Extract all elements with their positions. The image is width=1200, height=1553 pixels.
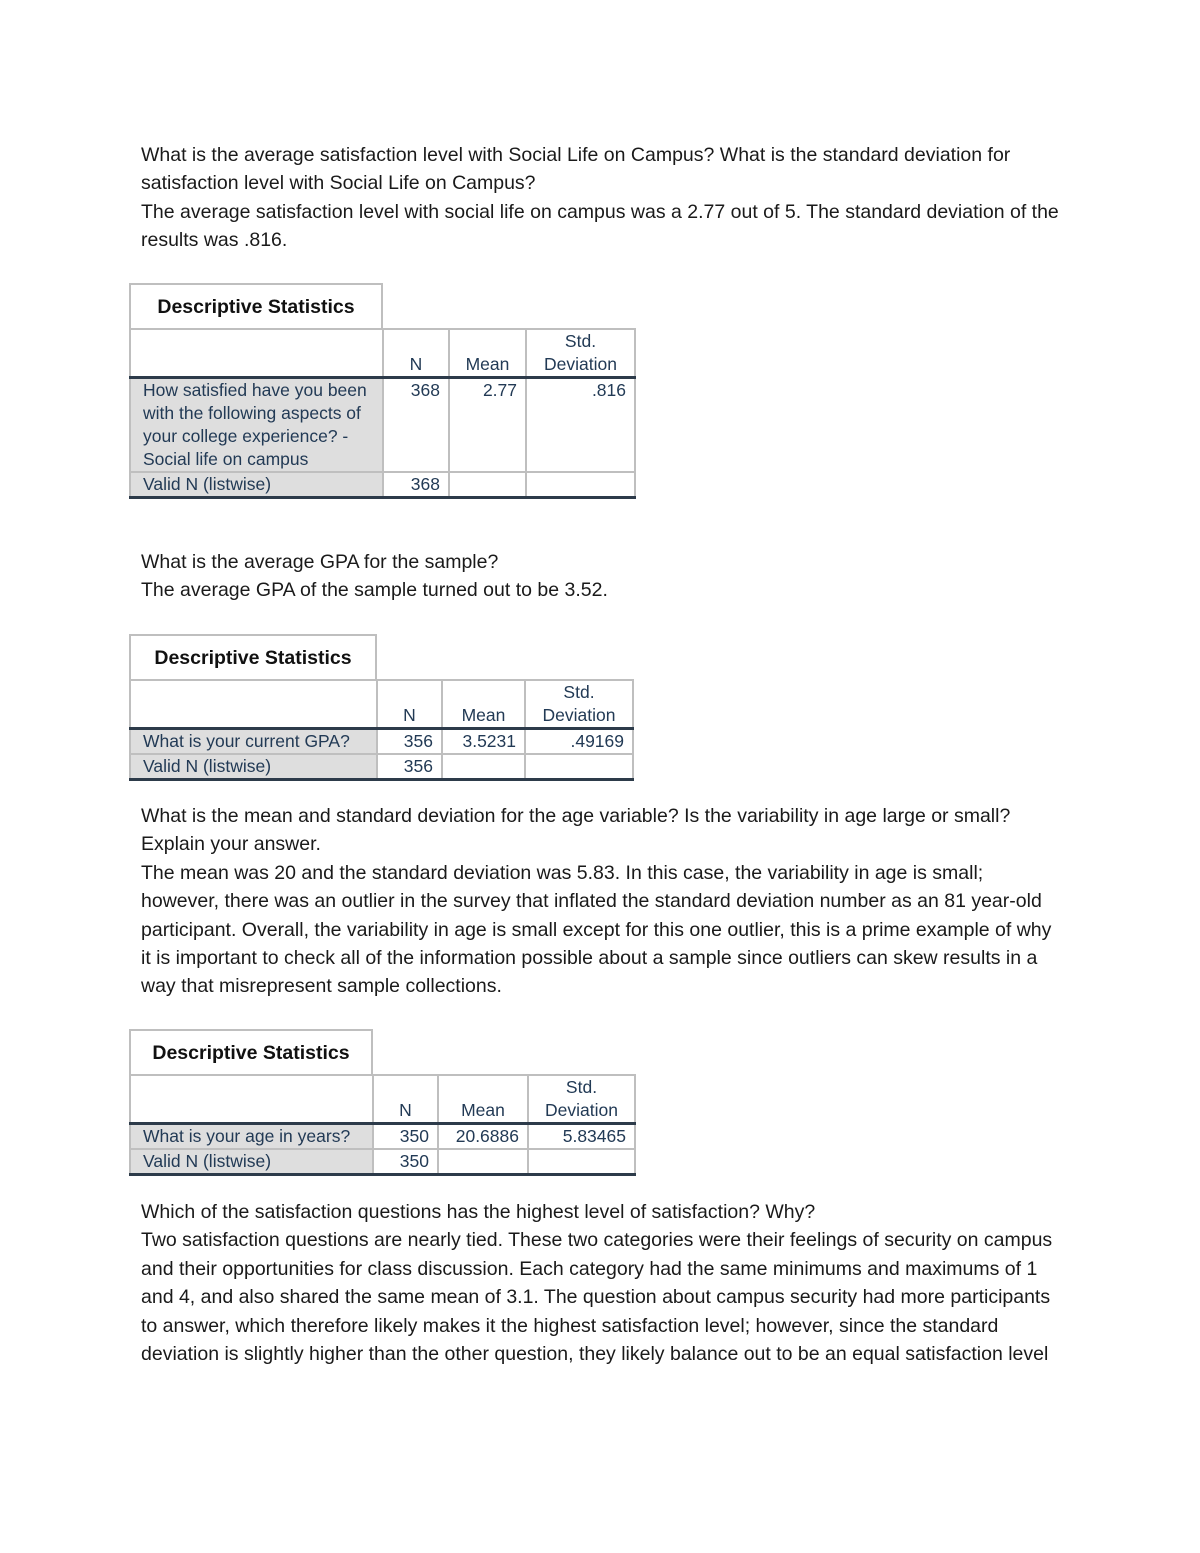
row-label-valid-n: Valid N (listwise) [130, 1149, 373, 1175]
cell-empty [438, 1149, 528, 1175]
table-title: Descriptive Statistics [129, 634, 377, 680]
header-std-deviation: Std. Deviation [525, 680, 633, 729]
question-text: What is the average satisfaction level with Social Life on Campus? What is the standard deviation for satisfaction level with Social Life on Campus? [141, 144, 1011, 195]
cell-n: 368 [383, 378, 449, 473]
cell-std-deviation: .49169 [525, 729, 633, 755]
cell-std-deviation: 5.83465 [528, 1124, 635, 1150]
header-n: N [373, 1075, 438, 1124]
header-n: N [377, 680, 442, 729]
header-mean: Mean [449, 329, 526, 378]
answer-text: Two satisfaction questions are nearly tied. These two categories were their feelings of security on campus and their opportunities for class discussion. Each category had the same minimums and maximums of 1 and 4, and also shared the same mean of 3.1. The question about campus security had more participants to answer, which therefore likely makes it the highest satisfaction level; however, since the standard deviation is slightly higher than the other question, they likely balance out to be an equal satisfaction level [141, 1229, 1053, 1366]
table-title: Descriptive Statistics [129, 283, 383, 329]
cell-empty [525, 754, 633, 780]
cell-valid-n: 356 [377, 754, 442, 780]
answer-text: The mean was 20 and the standard deviation was 5.83. In this case, the variability in age is small; however, there was an outlier in the survey that inflated the standard deviation number as an 81 year-old participant. Overall, the variability in age is small except for this one outlier, this is a prime example of why it is important to check all of the information possible about a sample since outliers can skew results in a way that misrepresent sample collections. [141, 861, 1052, 998]
header-mean: Mean [442, 680, 525, 729]
cell-n: 350 [373, 1124, 438, 1150]
section-age [141, 802, 1066, 1001]
section-gpa [141, 548, 1066, 605]
question-text: What is the average GPA for the sample? [141, 551, 499, 573]
cell-empty [528, 1149, 635, 1175]
descriptive-statistics-table-social-life [129, 283, 634, 493]
header-std-deviation: Std. Deviation [526, 329, 635, 378]
section-social-life [141, 141, 1066, 255]
question-text: Which of the satisfaction questions has the highest level of satisfaction? Why? [141, 1201, 816, 1223]
header-blank [130, 680, 377, 729]
table-title: Descriptive Statistics [129, 1029, 373, 1075]
header-n: N [383, 329, 449, 378]
row-label-valid-n: Valid N (listwise) [130, 754, 377, 780]
cell-std-deviation: .816 [526, 378, 635, 473]
cell-mean: 20.6886 [438, 1124, 528, 1150]
cell-mean: 3.5231 [442, 729, 525, 755]
descriptive-statistics-table-gpa [129, 634, 632, 776]
cell-empty [526, 472, 635, 498]
cell-empty [449, 472, 526, 498]
question-text: What is the mean and standard deviation for the age variable? Is the variability in age large or small? Explain your answer. [141, 805, 1011, 856]
answer-text: The average GPA of the sample turned out to be 3.52. [141, 579, 608, 602]
row-label: What is your age in years? [130, 1124, 373, 1150]
header-blank [130, 1075, 373, 1124]
cell-valid-n: 350 [373, 1149, 438, 1175]
row-label: How satisfied have you been with the following aspects of your college experience? - Social life on campus [130, 378, 383, 473]
row-label-valid-n: Valid N (listwise) [130, 472, 383, 498]
header-blank [130, 329, 383, 378]
header-std-deviation: Std. Deviation [528, 1075, 635, 1124]
descriptive-statistics-table-age [129, 1029, 634, 1171]
cell-valid-n: 368 [383, 472, 449, 498]
section-highest-satisfaction [141, 1198, 1066, 1368]
answer-text: The average satisfaction level with social life on campus was a 2.77 out of 5. The standard deviation of the results was .816. [141, 200, 1059, 252]
cell-mean: 2.77 [449, 378, 526, 473]
cell-empty [442, 754, 525, 780]
cell-n: 356 [377, 729, 442, 755]
row-label: What is your current GPA? [130, 729, 377, 755]
header-mean: Mean [438, 1075, 528, 1124]
